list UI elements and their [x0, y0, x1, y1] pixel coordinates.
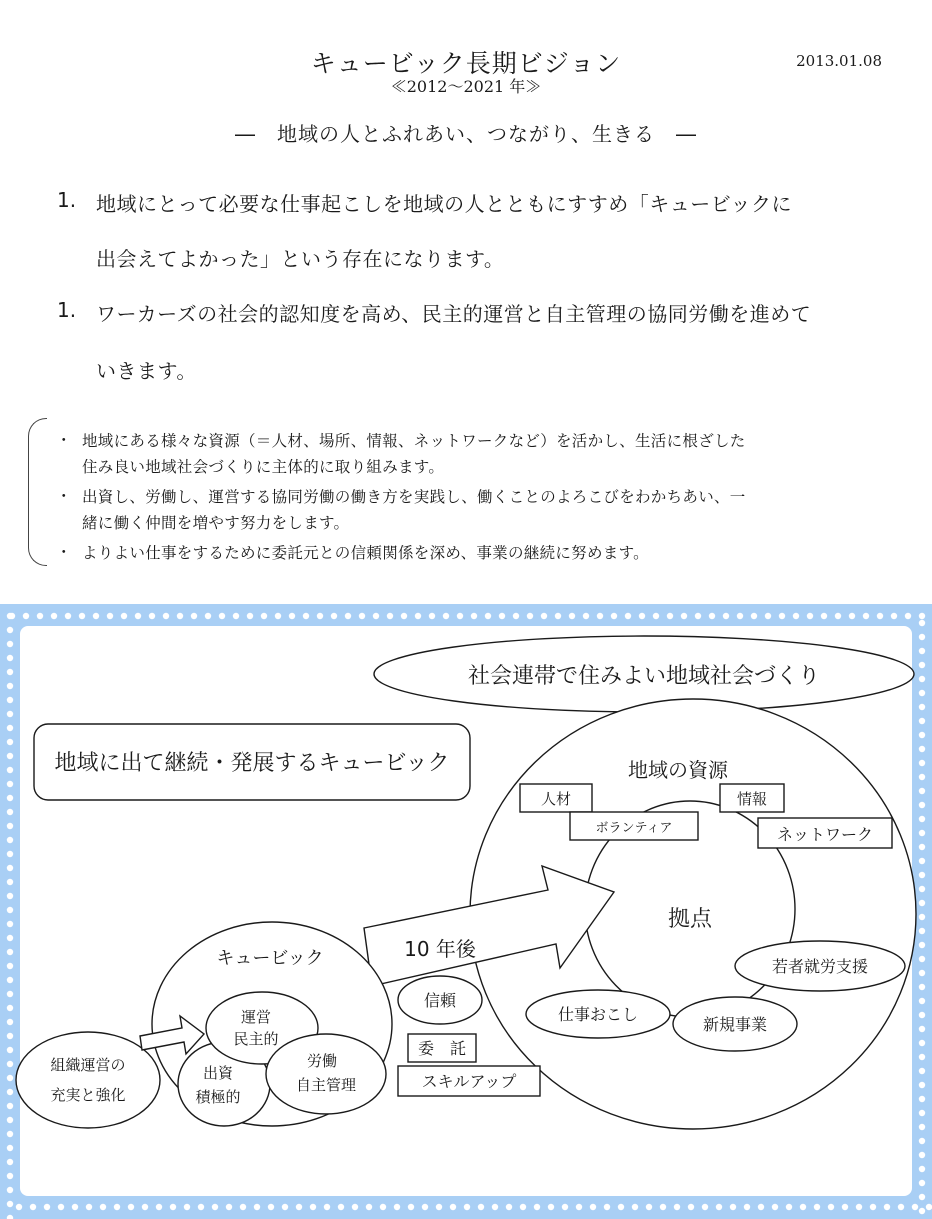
border-dot [352, 1204, 358, 1210]
border-dot [919, 858, 925, 864]
border-dot [667, 613, 673, 619]
tag-network-label: ネットワーク [776, 825, 874, 844]
border-dot [702, 1204, 708, 1210]
border-dot [527, 613, 533, 619]
ten-year-label: 10 年後 [404, 937, 476, 961]
border-dot [7, 977, 13, 983]
border-dot [835, 613, 841, 619]
investment-line1: 出資 [202, 1064, 234, 1082]
page-title: キュービック長期ビジョン [310, 49, 622, 78]
border-dot [198, 1204, 204, 1210]
border-dot [177, 613, 183, 619]
border-dot [373, 613, 379, 619]
trust-label: 信頼 [423, 991, 457, 1010]
border-dot [366, 1204, 372, 1210]
border-dot [7, 781, 13, 787]
goal-line: 出会えてよかった」という存在になります。 [96, 247, 505, 271]
border-dot [450, 1204, 456, 1210]
bracket-divider [28, 418, 47, 566]
border-dot [786, 1204, 792, 1210]
border-dot [7, 641, 13, 647]
border-dot [79, 613, 85, 619]
border-dot [919, 816, 925, 822]
border-dot [919, 830, 925, 836]
border-dot [317, 613, 323, 619]
border-dot [919, 1026, 925, 1032]
period-subtitle: ≪2012〜2021 年≫ [390, 77, 542, 96]
border-dot [380, 1204, 386, 1210]
goal-line: ワーカーズの社会的認知度を高め、民主的運営と自主管理の協同労働を進めて [96, 302, 812, 326]
border-dot [919, 984, 925, 990]
border-dot [93, 613, 99, 619]
border-dot [247, 613, 253, 619]
border-dot [303, 613, 309, 619]
border-dot [555, 613, 561, 619]
border-dot [7, 893, 13, 899]
border-dot [898, 1204, 904, 1210]
skillup-label: スキルアップ [421, 1072, 517, 1091]
border-dot [310, 1204, 316, 1210]
commission-label: 委 託 [417, 1039, 467, 1058]
border-dot [919, 746, 925, 752]
border-dot [800, 1204, 806, 1210]
border-dot [646, 1204, 652, 1210]
border-dot [7, 1075, 13, 1081]
border-dot [191, 613, 197, 619]
border-dot [919, 718, 925, 724]
border-dot [7, 711, 13, 717]
border-dot [30, 1204, 36, 1210]
cubic-title: キュービック [216, 948, 324, 969]
border-dot [653, 613, 659, 619]
bullet-line: 住み良い地域社会づくりに主体的に取り組みます。 [82, 458, 445, 476]
border-dot [7, 935, 13, 941]
border-dot [331, 613, 337, 619]
border-dot [821, 613, 827, 619]
border-dot [212, 1204, 218, 1210]
border-dot [7, 1215, 13, 1219]
border-dot [919, 676, 925, 682]
document-date: 2013.01.08 [796, 52, 882, 70]
border-dot [415, 613, 421, 619]
tag-info-label: 情報 [736, 790, 768, 808]
border-dot [695, 613, 701, 619]
border-dot [170, 1204, 176, 1210]
labor-ellipse [266, 1034, 386, 1114]
management-line2: 民主的 [233, 1030, 279, 1048]
org-label-line2: 充実と強化 [50, 1086, 126, 1104]
border-dot [681, 613, 687, 619]
border-dot [919, 872, 925, 878]
border-dot [51, 613, 57, 619]
border-dot [149, 613, 155, 619]
border-dot [919, 900, 925, 906]
border-dot [401, 613, 407, 619]
border-dot [408, 1204, 414, 1210]
border-dot [7, 1047, 13, 1053]
border-dot [926, 1204, 932, 1210]
border-dot [919, 704, 925, 710]
border-dot [583, 613, 589, 619]
border-dot [919, 1110, 925, 1116]
border-dot [338, 1204, 344, 1210]
border-dot [282, 1204, 288, 1210]
border-dot [7, 669, 13, 675]
border-dot [919, 634, 925, 640]
border-dot [919, 774, 925, 780]
hub-label: 拠点 [667, 907, 713, 932]
labor-line2: 自主管理 [295, 1076, 357, 1094]
border-dot [919, 648, 925, 654]
goal-line: 地域にとって必要な仕事起こしを地域の人とともにすすめ「キュービックに [96, 192, 792, 216]
border-dot [233, 613, 239, 619]
border-dot [7, 725, 13, 731]
border-dot [639, 613, 645, 619]
border-dot [7, 1201, 13, 1207]
border-dot [296, 1204, 302, 1210]
border-dot [7, 865, 13, 871]
border-dot [730, 1204, 736, 1210]
border-dot [772, 1204, 778, 1210]
border-dot [919, 914, 925, 920]
border-dot [744, 1204, 750, 1210]
bullet-line: 出資し、労働し、運営する協同労働の働き方を実践し、働くことのよろこびをわかちあい、一 [82, 488, 746, 506]
border-dot [779, 613, 785, 619]
border-dot [23, 613, 29, 619]
border-dot [464, 1204, 470, 1210]
border-dot [7, 753, 13, 759]
border-dot [905, 613, 911, 619]
border-dot [919, 1180, 925, 1186]
border-dot [919, 662, 925, 668]
border-dot [919, 802, 925, 808]
border-dot [7, 837, 13, 843]
labor-line1: 労働 [306, 1052, 338, 1070]
border-dot [261, 613, 267, 619]
border-dot [919, 998, 925, 1004]
border-dot [7, 655, 13, 661]
border-dot [184, 1204, 190, 1210]
diagram-canvas [0, 604, 932, 1219]
border-dot [919, 1194, 925, 1200]
border-dot [919, 1096, 925, 1102]
vision-diagram [0, 604, 932, 1219]
border-dot [856, 1204, 862, 1210]
border-dot [919, 942, 925, 948]
border-dot [513, 613, 519, 619]
border-dot [478, 1204, 484, 1210]
border-dot [37, 613, 43, 619]
border-dot [289, 613, 295, 619]
border-dot [884, 1204, 890, 1210]
border-dot [919, 1054, 925, 1060]
border-dot [919, 970, 925, 976]
border-dot [121, 613, 127, 619]
border-dot [919, 1082, 925, 1088]
border-dot [919, 613, 925, 619]
goal-line: いきます。 [96, 359, 197, 383]
border-dot [919, 886, 925, 892]
border-dot [7, 991, 13, 997]
border-dot [604, 1204, 610, 1210]
border-dot [919, 1012, 925, 1018]
border-dot [814, 1204, 820, 1210]
management-line1: 運営 [240, 1008, 272, 1026]
border-dot [919, 844, 925, 850]
border-dot [7, 697, 13, 703]
border-dot [548, 1204, 554, 1210]
border-dot [632, 1204, 638, 1210]
border-dot [870, 1204, 876, 1210]
border-dot [842, 1204, 848, 1210]
border-dot [16, 1204, 22, 1210]
bullet-mark: ・ [56, 543, 72, 561]
border-dot [135, 613, 141, 619]
border-dot [751, 613, 757, 619]
bullet-line: 緒に働く仲間を増やす努力をします。 [82, 514, 350, 532]
border-dot [7, 1145, 13, 1151]
border-dot [919, 1040, 925, 1046]
border-dot [7, 683, 13, 689]
border-dot [492, 1204, 498, 1210]
border-dot [7, 851, 13, 857]
tag-people-label: 人材 [540, 790, 572, 808]
new-business-label: 新規事業 [702, 1015, 768, 1034]
border-dot [7, 1173, 13, 1179]
border-dot [919, 1068, 925, 1074]
border-dot [7, 921, 13, 927]
border-dot [877, 613, 883, 619]
bullet-line: 地域にある様々な資源（＝人材、場所、情報、ネットワークなど）を活かし、生活に根ざした [82, 432, 746, 450]
border-dot [849, 613, 855, 619]
border-dot [86, 1204, 92, 1210]
border-dot [520, 1204, 526, 1210]
border-dot [758, 1204, 764, 1210]
border-dot [7, 809, 13, 815]
border-dot [58, 1204, 64, 1210]
border-dot [107, 613, 113, 619]
tag-volunteer-label: ボランティア [595, 821, 673, 836]
goal-number: 1. [57, 298, 77, 322]
border-dot [660, 1204, 666, 1210]
border-dot [65, 613, 71, 619]
border-dot [919, 956, 925, 962]
border-dot [100, 1204, 106, 1210]
border-dot [163, 613, 169, 619]
border-dot [7, 627, 13, 633]
border-dot [7, 1103, 13, 1109]
border-dot [254, 1204, 260, 1210]
border-dot [919, 732, 925, 738]
resources-title: 地域の資源 [628, 758, 728, 782]
border-dot [7, 739, 13, 745]
border-dot [114, 1204, 120, 1210]
border-dot [618, 1204, 624, 1210]
border-dot [807, 613, 813, 619]
border-dot [7, 1159, 13, 1165]
border-dot [919, 788, 925, 794]
border-dot [919, 928, 925, 934]
border-dot [44, 1204, 50, 1210]
border-dot [919, 1166, 925, 1172]
border-dot [275, 613, 281, 619]
border-dot [723, 613, 729, 619]
job-creation-label: 仕事おこし [557, 1005, 639, 1024]
border-dot [394, 1204, 400, 1210]
border-dot [7, 1005, 13, 1011]
border-dot [485, 613, 491, 619]
border-dot [765, 613, 771, 619]
border-dot [919, 1208, 925, 1214]
border-dot [7, 1061, 13, 1067]
border-dot [72, 1204, 78, 1210]
border-dot [793, 613, 799, 619]
border-dot [7, 613, 13, 619]
border-dot [737, 613, 743, 619]
border-dot [240, 1204, 246, 1210]
org-ellipse [16, 1032, 160, 1128]
border-dot [919, 1138, 925, 1144]
border-dot [422, 1204, 428, 1210]
border-dot [7, 907, 13, 913]
border-dot [688, 1204, 694, 1210]
border-dot [828, 1204, 834, 1210]
org-label-line1: 組織運営の [50, 1056, 126, 1074]
border-dot [128, 1204, 134, 1210]
border-dot [562, 1204, 568, 1210]
border-dot [429, 613, 435, 619]
bullet-mark: ・ [56, 431, 72, 449]
border-dot [674, 1204, 680, 1210]
youth-support-label: 若者就労支援 [771, 957, 869, 976]
border-dot [7, 879, 13, 885]
left-title-label: 地域に出て継続・発展するキュービック [54, 751, 450, 776]
border-dot [569, 613, 575, 619]
border-dot [912, 1204, 918, 1210]
border-dot [7, 1089, 13, 1095]
top-goal-label: 社会連帯で住みよい地域社会づくり [467, 664, 821, 689]
border-dot [891, 613, 897, 619]
motto: ― 地域の人とふれあい、つながり、生きる ― [235, 122, 697, 146]
border-dot [919, 690, 925, 696]
border-dot [919, 1152, 925, 1158]
goal-number: 1. [57, 188, 77, 212]
border-dot [443, 613, 449, 619]
investment-line2: 積極的 [195, 1088, 241, 1106]
border-dot [541, 613, 547, 619]
border-dot [590, 1204, 596, 1210]
border-dot [499, 613, 505, 619]
border-dot [7, 1033, 13, 1039]
border-dot [7, 767, 13, 773]
border-dot [716, 1204, 722, 1210]
border-dot [7, 823, 13, 829]
border-dot [7, 795, 13, 801]
border-dot [506, 1204, 512, 1210]
border-dot [611, 613, 617, 619]
border-dot [7, 963, 13, 969]
border-dot [268, 1204, 274, 1210]
border-dot [7, 1131, 13, 1137]
border-dot [7, 1019, 13, 1025]
border-dot [7, 1117, 13, 1123]
border-dot [919, 1124, 925, 1130]
border-dot [387, 613, 393, 619]
border-dot [345, 613, 351, 619]
border-dot [625, 613, 631, 619]
border-dot [324, 1204, 330, 1210]
border-dot [597, 613, 603, 619]
border-dot [576, 1204, 582, 1210]
border-dot [226, 1204, 232, 1210]
bullet-line: よりよい仕事をするために委託元との信頼関係を深め、事業の継続に努めます。 [82, 544, 649, 562]
border-dot [205, 613, 211, 619]
border-dot [471, 613, 477, 619]
border-dot [436, 1204, 442, 1210]
border-dot [142, 1204, 148, 1210]
border-dot [7, 949, 13, 955]
border-dot [156, 1204, 162, 1210]
border-dot [7, 1187, 13, 1193]
border-dot [919, 760, 925, 766]
border-dot [359, 613, 365, 619]
border-dot [863, 613, 869, 619]
border-dot [534, 1204, 540, 1210]
border-dot [457, 613, 463, 619]
border-dot [219, 613, 225, 619]
bullet-mark: ・ [56, 487, 72, 505]
border-dot [919, 620, 925, 626]
border-dot [709, 613, 715, 619]
